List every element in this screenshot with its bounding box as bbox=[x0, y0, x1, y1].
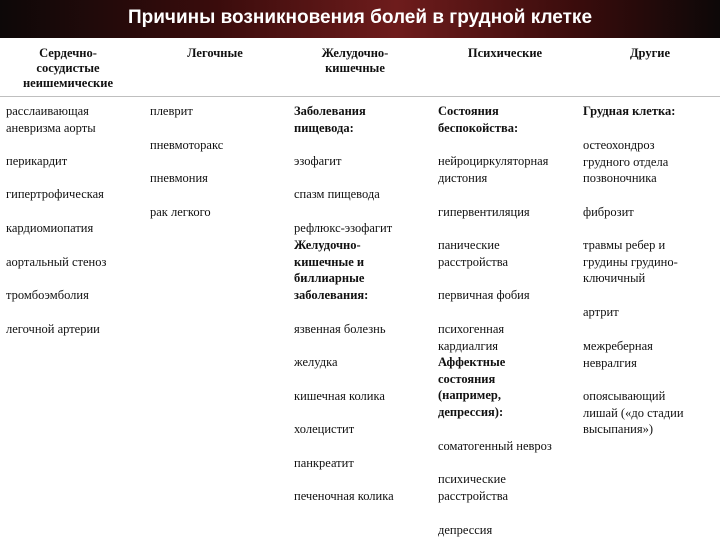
gi-item: холецистит bbox=[294, 422, 355, 436]
other-item: остеохондроз грудного отдела позвоночника bbox=[583, 138, 669, 185]
lung-item: пневмоторакс bbox=[150, 138, 224, 152]
psych-item: соматогенный невроз bbox=[438, 439, 552, 453]
cardio-item: кардиомиопатия bbox=[6, 221, 94, 235]
other-item: артрит bbox=[583, 305, 619, 319]
gi-item: язвенная болезнь bbox=[294, 322, 386, 336]
gi-item: рефлюкс-эзофагит bbox=[294, 221, 393, 235]
gi-item: спазм пищевода bbox=[294, 187, 380, 201]
psych-group-heading: Состояния беспокойства: bbox=[438, 104, 519, 135]
gi-item: желудка bbox=[294, 355, 338, 369]
gi-group-heading: Заболевания пищевода: bbox=[294, 104, 366, 135]
cardio-item: аортальный стеноз bbox=[6, 255, 107, 269]
psych-group-heading: Аффектные состояния (например, депрессия): bbox=[438, 355, 506, 419]
psych-item: первичная фобия bbox=[438, 288, 530, 302]
cardio-item: легочной артерии bbox=[6, 322, 100, 336]
other-group-heading: Грудная клетка: bbox=[583, 104, 676, 118]
gi-item: эзофагит bbox=[294, 154, 342, 168]
header-cardio: Сердечно- сосудистые неишемические bbox=[22, 46, 114, 90]
psych-item: нейроциркуляторная дистония bbox=[438, 154, 549, 185]
other-item: межреберная невралгия bbox=[583, 339, 653, 370]
header-other: Другие bbox=[629, 46, 671, 60]
header-gi: Желудочно- кишечные bbox=[321, 46, 389, 75]
gi-item: панкреатит bbox=[294, 456, 354, 470]
cardio-item: расслаивающая аневризма аорты bbox=[6, 104, 96, 135]
psych-item: психогенная кардиалгия bbox=[438, 322, 505, 353]
other-item: фиброзит bbox=[583, 205, 634, 219]
cardio-item: перикардит bbox=[6, 154, 68, 168]
gi-group-heading: Желудочно- кишечные и биллиарные заболевания: bbox=[294, 238, 369, 302]
lung-item: плеврит bbox=[150, 104, 193, 118]
cardio-item: гипертрофическая bbox=[6, 187, 104, 201]
header-psych: Психические bbox=[467, 46, 543, 60]
other-item: опоясывающий лишай («до стадии высыпания») bbox=[583, 389, 684, 436]
psych-item: депрессия bbox=[438, 523, 493, 537]
psych-item: психические расстройства bbox=[438, 472, 508, 503]
header-divider bbox=[0, 96, 720, 97]
other-item: травмы ребер и грудины грудино- ключичный bbox=[583, 238, 678, 285]
cardio-item: тромбоэмболия bbox=[6, 288, 89, 302]
lung-item: пневмония bbox=[150, 171, 208, 185]
lung-item: рак легкого bbox=[150, 205, 211, 219]
slide-title: Причины возникновения болей в грудной клетке bbox=[127, 7, 593, 28]
psych-item: гипервентиляция bbox=[438, 205, 530, 219]
header-lung: Легочные bbox=[187, 46, 243, 60]
gi-item: кишечная колика bbox=[294, 389, 385, 403]
psych-item: панические расстройства bbox=[438, 238, 508, 269]
gi-item: печеночная колика bbox=[294, 489, 394, 503]
